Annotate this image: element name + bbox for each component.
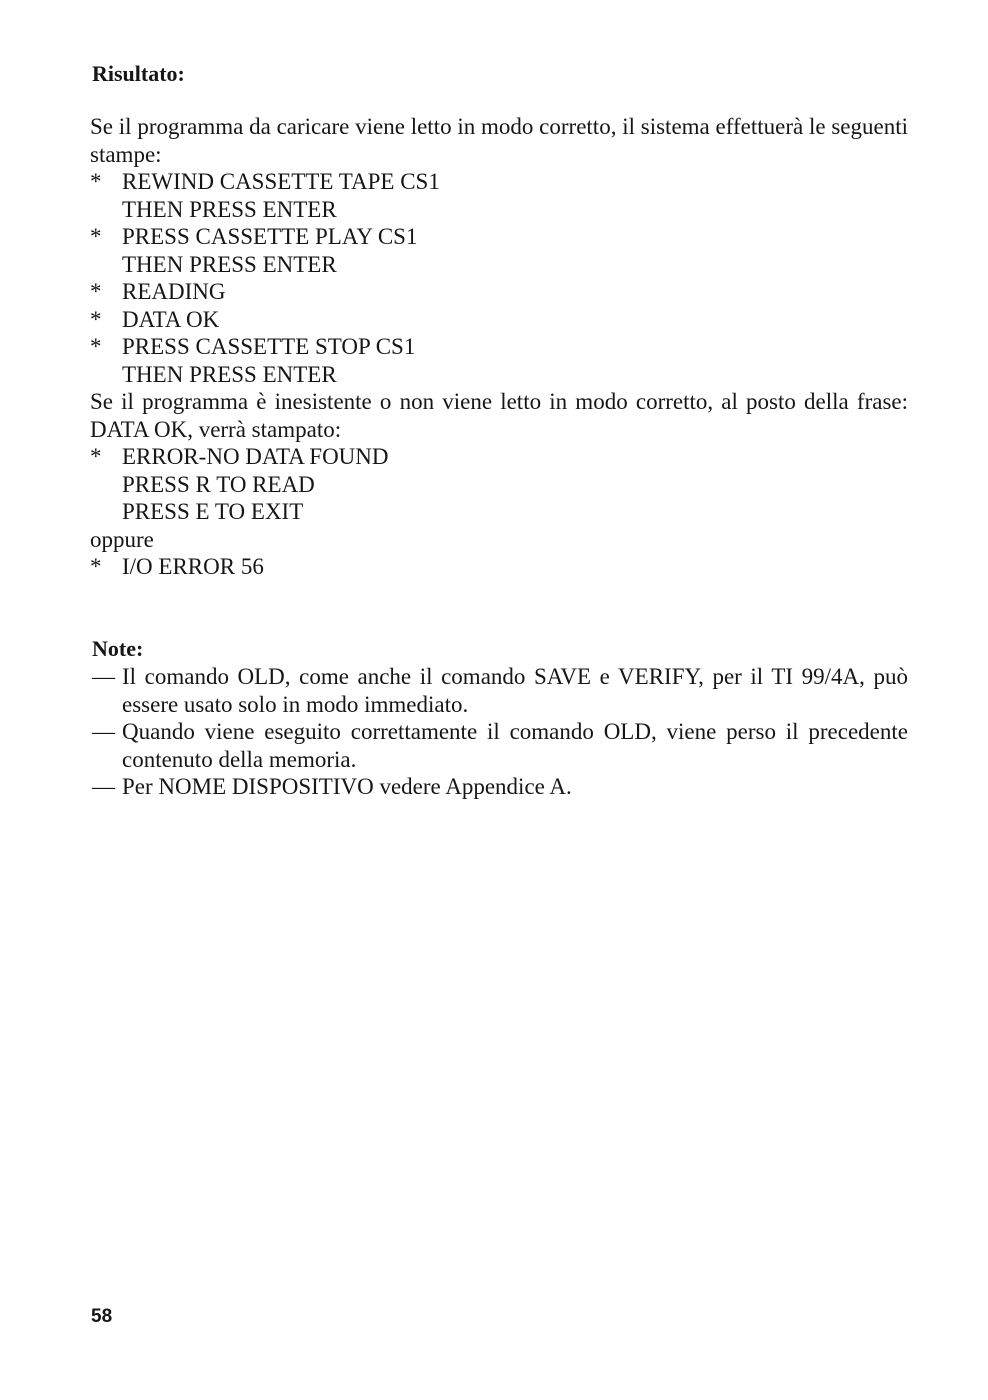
bullet-star: * [90,224,102,249]
note-item [90,718,908,773]
print-line: REWIND CASSETTE TAPE CS1 [122,169,440,194]
print-item [90,168,908,196]
print-line-continuation: PRESS R TO READ [122,471,315,497]
note-dash: — [92,664,115,689]
print-line-continuation: THEN PRESS ENTER [122,361,337,387]
note-dash: — [92,719,115,744]
or-word: oppure [90,526,154,552]
print-line: ERROR-NO DATA FOUND [122,444,389,469]
error-intro-paragraph: Se il programma è inesistente o non viene letto in modo corretto, al posto della frase: DATA OK, verrà stampato: [90,389,908,442]
note-text: Per NOME DISPOSITIVO vedere Appendice A. [122,774,572,799]
print-line-continuation: THEN PRESS ENTER [122,251,337,277]
print-line: DATA OK [122,306,220,332]
section-heading-notes: Note: [92,636,144,661]
print-line: I/O ERROR 56 [122,554,264,579]
bullet-star: * [90,306,102,332]
print-line: READING [122,279,226,304]
bullet-star: * [90,334,102,359]
bullet-star: * [90,554,102,579]
bullet-star: * [90,279,102,304]
print-item [90,223,908,251]
bullet-star: * [90,169,102,194]
result-section [90,113,908,581]
bullet-star: * [90,444,102,469]
print-line: PRESS CASSETTE PLAY CS1 [122,224,418,249]
print-line-continuation: THEN PRESS ENTER [122,196,337,222]
notes-section [90,663,908,801]
section-heading-result: Risultato: [92,61,185,86]
note-text: Il comando OLD, come anche il comando SAVE e VERIFY, per il TI 99/4A, può essere usato solo in modo immediato. [122,664,908,717]
print-item [90,306,908,334]
result-intro-paragraph: Se il programma da caricare viene letto in modo corretto, il sistema effettuerà le seguenti stampe: [90,114,908,167]
io-error-item [90,553,908,581]
note-item [90,663,908,718]
print-line-continuation: PRESS E TO EXIT [122,499,304,524]
note-dash: — [92,774,115,799]
note-item [90,773,908,801]
note-text: Quando viene eseguito correttamente il comando OLD, viene perso il precedente contenuto della memoria. [122,719,908,772]
print-item [90,333,908,361]
error-print-item [90,443,908,471]
page-number: 58 [91,1306,113,1327]
print-line: PRESS CASSETTE STOP CS1 [122,334,416,359]
print-item [90,278,908,306]
